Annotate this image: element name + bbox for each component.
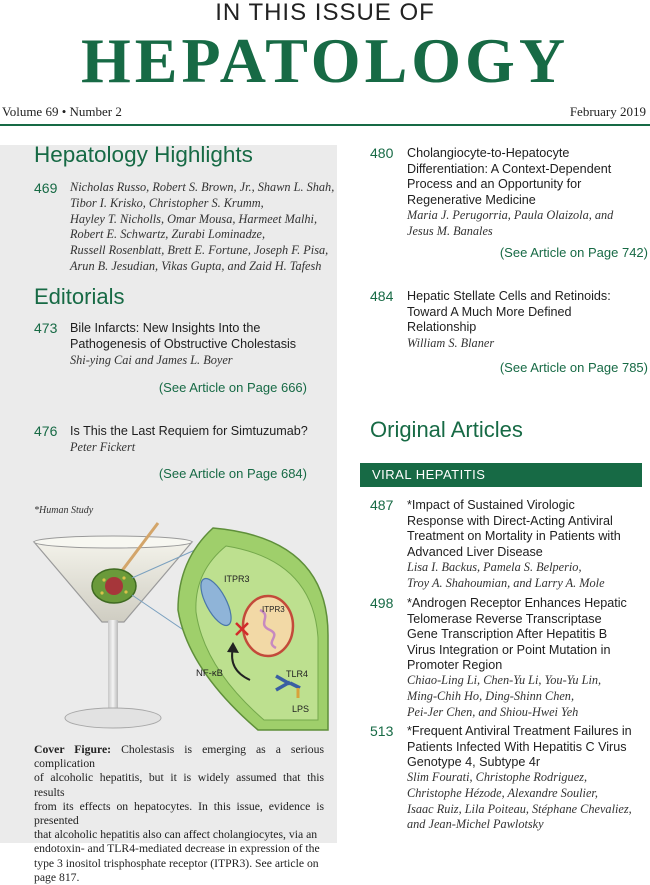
caption-line: endotoxin- and TLR4-mediated decrease in expression of the bbox=[34, 842, 320, 856]
caption-line: of alcoholic hepatitis, but it is widely assumed that this results bbox=[34, 771, 324, 799]
article-authors: Peter Fickert bbox=[70, 440, 136, 454]
author-line: Tibor I. Krisko, Christopher S. Krumm, bbox=[70, 195, 264, 210]
see-article-link[interactable]: (See Article on Page 666) bbox=[158, 380, 307, 395]
title-line: Telomerase Reverse Transcriptase bbox=[407, 611, 602, 626]
title-line: Gene Transcription After Hepatitis B bbox=[407, 627, 608, 641]
section-title-highlights: Hepatology Highlights bbox=[34, 142, 253, 167]
title-line: Response with Direct-Acting Antiviral bbox=[407, 513, 613, 528]
article-authors bbox=[407, 770, 632, 833]
article-title[interactable] bbox=[407, 498, 621, 560]
article-authors: Shi-ying Cai and James L. Boyer bbox=[70, 353, 233, 367]
page-number[interactable]: 484 bbox=[370, 288, 394, 304]
article-authors bbox=[407, 673, 601, 720]
author-line: Robert E. Schwartz, Zurabi Lominadze, bbox=[70, 227, 266, 242]
page-number[interactable]: 476 bbox=[34, 423, 58, 439]
article-authors bbox=[407, 560, 605, 592]
label-itpr3: ITPR3 bbox=[262, 605, 285, 614]
author-line: Jesus M. Banales bbox=[407, 223, 493, 238]
article-title[interactable] bbox=[70, 321, 296, 352]
title-line: *Impact of Sustained Virologic bbox=[407, 498, 575, 512]
page-number[interactable]: 469 bbox=[34, 180, 58, 196]
issue-date: February 2019 bbox=[569, 104, 646, 119]
author-line: Ming-Chih Ho, Ding-Shinn Chen, bbox=[407, 688, 575, 703]
cover-figure bbox=[28, 520, 330, 740]
title-line: Treatment on Mortality in Patients with bbox=[407, 529, 621, 543]
olive-pimento bbox=[105, 577, 123, 595]
author-line: Chiao-Ling Li, Chen-Yu Li, You-Yu Lin, bbox=[407, 673, 602, 687]
article-title[interactable]: Is This the Last Requiem for Simtuzumab? bbox=[70, 424, 308, 438]
category-label: VIRAL HEPATITIS bbox=[372, 467, 486, 482]
label-tlr4: TLR4 bbox=[286, 669, 309, 679]
caption-line: type 3 inositol trisphosphate receptor (ITPR3). See article on bbox=[34, 856, 319, 870]
journal-masthead: HEPATOLOGY bbox=[80, 25, 570, 96]
title-line: Pathogenesis of Obstructive Cholestasis bbox=[70, 336, 297, 351]
article-title[interactable] bbox=[407, 146, 611, 208]
article-title[interactable] bbox=[407, 289, 611, 336]
title-line: Toward A Much More Defined bbox=[407, 304, 572, 319]
title-line: Regenerative Medicine bbox=[407, 192, 536, 207]
section-title-original-articles: Original Articles bbox=[370, 417, 523, 442]
author-line: Russell Rosenblatt, Brett E. Fortune, Joseph F. Pisa, bbox=[70, 243, 329, 258]
page-number[interactable]: 480 bbox=[370, 145, 394, 161]
caption-line: Cholestasis is emerging as a serious complication bbox=[34, 743, 325, 771]
title-line: Virus Integration or Point Mutation in bbox=[407, 642, 611, 657]
title-line: Relationship bbox=[407, 320, 477, 334]
page-number[interactable]: 513 bbox=[370, 723, 394, 739]
see-article-link[interactable]: (See Article on Page 785) bbox=[499, 360, 648, 375]
author-line: Christophe Hézode, Alexandre Soulier, bbox=[407, 785, 598, 800]
article-authors: William S. Blaner bbox=[407, 336, 495, 350]
author-line: Arun B. Jesudian, Vikas Gupta, and Zaid H. Tafesh bbox=[70, 258, 322, 273]
author-line: and Jean-Michel Pawlotsky bbox=[407, 817, 544, 832]
section-title-editorials: Editorials bbox=[34, 284, 125, 309]
title-line: Advanced Liver Disease bbox=[407, 544, 543, 559]
page-number[interactable]: 498 bbox=[370, 595, 394, 611]
volume-number: Volume 69 • Number 2 bbox=[2, 104, 122, 119]
title-line: Hepatic Stellate Cells and Retinoids: bbox=[407, 289, 611, 303]
see-article-link[interactable]: (See Article on Page 742) bbox=[499, 245, 648, 260]
author-line: Maria J. Perugorria, Paula Olaizola, and bbox=[407, 208, 614, 222]
page-number[interactable]: 487 bbox=[370, 497, 394, 513]
title-line: Process and an Opportunity for bbox=[407, 177, 582, 191]
glass-rim bbox=[34, 536, 192, 548]
article-title[interactable] bbox=[407, 724, 632, 771]
author-line: Lisa I. Backus, Pamela S. Belperio, bbox=[407, 560, 582, 574]
author-line: Hayley T. Nicholls, Omar Mousa, Harmeet Malhi, bbox=[70, 211, 318, 226]
article-authors bbox=[407, 208, 613, 240]
label-lps: LPS bbox=[292, 704, 310, 714]
title-line: *Frequent Antiviral Treatment Failures in bbox=[407, 724, 632, 738]
caption-line: that alcoholic hepatitis also can affect cholangiocytes, via an bbox=[34, 828, 318, 842]
title-line: Promoter Region bbox=[407, 658, 503, 672]
author-line: Nicholas Russo, Robert S. Brown, Jr., Shawn L. Shah, bbox=[70, 180, 335, 194]
header-rule bbox=[0, 124, 650, 126]
author-line: Isaac Ruiz, Lila Poiteau, Stéphane Chevaliez, bbox=[407, 801, 632, 816]
caption-heading: Cover Figure: bbox=[34, 743, 112, 756]
title-line: Differentiation: A Context-Dependent bbox=[407, 161, 612, 176]
label-itpr3: ITPR3 bbox=[224, 574, 250, 584]
masthead-kicker: IN THIS ISSUE OF bbox=[215, 0, 435, 26]
author-line: Troy A. Shahoumian, and Larry A. Mole bbox=[407, 575, 605, 590]
article-title[interactable] bbox=[407, 596, 627, 674]
title-line: Patients Infected With Hepatitis C Virus bbox=[407, 739, 627, 754]
author-line: Pei-Jer Chen, and Shiou-Hwei Yeh bbox=[407, 704, 579, 719]
highlights-authors bbox=[70, 180, 334, 275]
human-study-note: *Human Study bbox=[34, 505, 94, 516]
caption-line: from its effects on hepatocytes. In this issue, evidence is presented bbox=[34, 799, 324, 828]
title-line: Cholangiocyte-to-Hepatocyte bbox=[407, 146, 570, 160]
glass-base bbox=[65, 708, 161, 728]
author-line: Slim Fourati, Christophe Rodriguez, bbox=[407, 770, 588, 784]
title-line: Genotype 4, Subtype 4r bbox=[407, 755, 541, 769]
caption-line: page 817. bbox=[34, 870, 80, 884]
title-line: Bile Infarcts: New Insights Into the bbox=[70, 321, 261, 335]
glass-stem bbox=[108, 620, 118, 708]
label-nfkb: NF-κB bbox=[196, 668, 223, 679]
see-article-link[interactable]: (See Article on Page 684) bbox=[158, 466, 307, 481]
page-number[interactable]: 473 bbox=[34, 320, 58, 336]
title-line: *Androgen Receptor Enhances Hepatic bbox=[407, 596, 627, 610]
cover-figure-caption bbox=[34, 743, 324, 885]
